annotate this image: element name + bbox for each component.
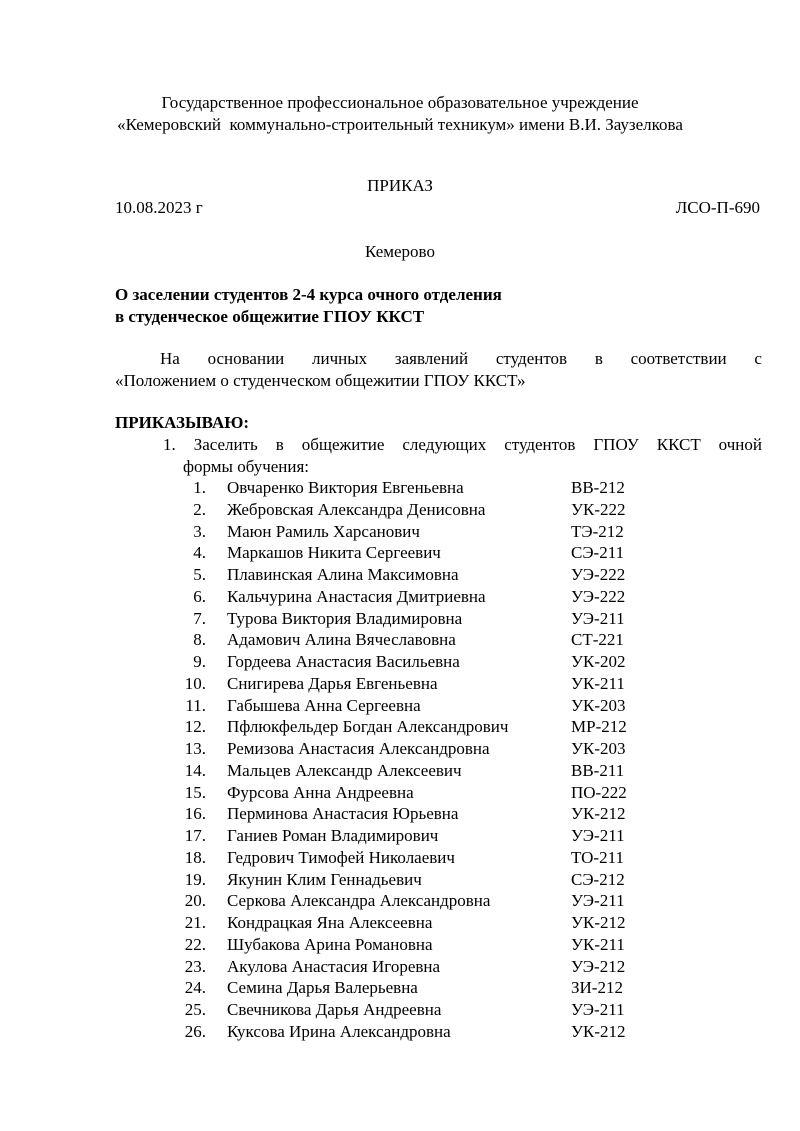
student-name: Перминова Анастасия Юрьевна (227, 804, 459, 824)
student-name: Свечникова Дарья Андреевна (227, 1000, 442, 1019)
basis-word: студентов (495, 349, 568, 368)
student-row (0, 586, 800, 608)
student-group: ПО-222 (571, 782, 627, 802)
student-group: УЭ-211 (571, 608, 625, 628)
basis-word: На (160, 349, 180, 368)
order-directive: ПРИКАЗЫВАЮ: (115, 413, 250, 432)
order-number: ЛСО-П-690 (675, 198, 760, 217)
student-group: ЗИ-212 (571, 978, 623, 998)
student-number: 16. (184, 804, 206, 824)
student-number: 22. (184, 934, 206, 954)
student-group: УК-212 (571, 913, 626, 932)
student-name: Кондрацкая Яна Алексеевна (227, 913, 433, 932)
student-row (0, 651, 800, 673)
student-name: Пфлюкфельдер Богдан Александрович (227, 717, 509, 737)
student-number: 24. (184, 978, 206, 998)
student-number: 23. (184, 956, 206, 976)
order-date: 10.08.2023 г (115, 198, 203, 217)
student-row (0, 890, 800, 912)
student-name: Серкова Александра Александровна (227, 891, 491, 911)
student-number: 10. (184, 673, 206, 693)
student-row (0, 934, 800, 956)
order-subject (115, 284, 502, 328)
item-word: следующих (402, 435, 487, 454)
student-number: 7. (193, 608, 206, 628)
student-row (0, 716, 800, 738)
student-number: 9. (193, 652, 206, 671)
basis-line-1 (115, 348, 762, 370)
student-group: УЭ-222 (571, 586, 626, 606)
item-word: Заселить (193, 435, 258, 454)
item-word: ГПОУ (593, 435, 639, 454)
student-number: 15. (184, 782, 206, 802)
student-group: УК-203 (571, 739, 626, 758)
student-number: 21. (184, 913, 206, 932)
student-row (0, 1021, 800, 1043)
organization-line-1: Государственное профессиональное образовательное учреждение (161, 93, 639, 112)
student-row (0, 521, 800, 543)
student-group: ВВ-211 (571, 760, 625, 780)
student-group: УК-211 (571, 673, 625, 693)
basis-paragraph (115, 348, 762, 392)
organization-line-2: «Кемеровский коммунально-строительный техникум» имени В.И. Заузелкова (117, 115, 683, 134)
order-item-1 (163, 434, 762, 478)
student-number: 13. (184, 739, 206, 758)
student-row (0, 477, 800, 499)
student-group: УК-202 (571, 652, 626, 671)
student-row (0, 499, 800, 521)
student-number: 18. (184, 847, 206, 867)
student-name: Овчаренко Виктория Евгеньевна (227, 478, 464, 497)
student-row (0, 629, 800, 651)
basis-word: соответствии (630, 349, 727, 368)
subject-line-1: О заселении студентов 2-4 курса очного отделения (115, 285, 502, 304)
student-group: УЭ-212 (571, 956, 626, 976)
student-group: ТО-211 (571, 847, 624, 867)
student-row (0, 999, 800, 1021)
student-row (0, 869, 800, 891)
student-group: ВВ-212 (571, 478, 625, 497)
item-word: 1. (163, 435, 176, 454)
student-row (0, 542, 800, 564)
student-name: Габышева Анна Сергеевна (227, 695, 421, 715)
student-number: 25. (184, 1000, 206, 1019)
student-group: УЭ-211 (571, 1000, 625, 1019)
student-name: Маркашов Никита Сергеевич (227, 543, 441, 563)
student-row (0, 695, 800, 717)
basis-word: основании (207, 349, 285, 368)
item-word: общежитие (301, 435, 385, 454)
item-line-2: формы обучения: (183, 457, 310, 476)
student-number: 2. (193, 499, 206, 519)
student-row (0, 782, 800, 804)
student-number: 8. (193, 630, 206, 650)
student-name: Фурсова Анна Андреевна (227, 782, 414, 802)
student-row (0, 956, 800, 978)
item-word: ККСТ (656, 435, 701, 454)
student-name: Акулова Анастасия Игоревна (227, 956, 441, 976)
student-row (0, 847, 800, 869)
order-title: ПРИКАЗ (367, 176, 433, 195)
student-number: 5. (193, 565, 206, 584)
student-row (0, 803, 800, 825)
student-row (0, 608, 800, 630)
student-group: УК-212 (571, 1021, 626, 1041)
student-group: УК-211 (571, 934, 625, 954)
item-word: очной (718, 435, 762, 454)
student-number: 11. (185, 695, 206, 715)
student-name: Куксова Ирина Александровна (227, 1021, 451, 1041)
student-row (0, 912, 800, 934)
student-group: УЭ-211 (571, 891, 625, 911)
item-word: в (275, 435, 284, 454)
basis-word: заявлений (394, 349, 469, 368)
basis-line-2: «Положением о студенческом общежитии ГПОУ ККСТ» (115, 371, 526, 390)
student-row (0, 673, 800, 695)
student-group: УЭ-211 (571, 826, 625, 845)
student-name: Гордеева Анастасия Васильевна (227, 652, 460, 671)
student-row (0, 738, 800, 760)
student-group: СЭ-211 (571, 543, 625, 563)
student-number: 19. (184, 869, 206, 889)
student-row (0, 564, 800, 586)
student-number: 12. (184, 717, 206, 737)
item-word: студентов (504, 435, 576, 454)
student-group: УК-222 (571, 499, 626, 519)
student-name: Снигирева Дарья Евгеньевна (227, 673, 438, 693)
student-name: Адамович Алина Вячеславовна (227, 630, 456, 650)
student-number: 14. (184, 760, 206, 780)
student-name: Шубакова Арина Романовна (227, 934, 433, 954)
student-group: УК-203 (571, 695, 626, 715)
student-group: МР-212 (571, 717, 627, 737)
student-name: Турова Виктория Владимировна (227, 608, 463, 628)
student-name: Якунин Клим Геннадьевич (227, 869, 422, 889)
basis-word: с (754, 349, 762, 368)
student-number: 17. (184, 826, 206, 845)
student-name: Семина Дарья Валерьевна (227, 978, 418, 998)
student-name: Кальчурина Анастасия Дмитриевна (227, 586, 486, 606)
student-group: УЭ-222 (571, 565, 626, 584)
student-group: УК-212 (571, 804, 626, 824)
student-name: Плавинская Алина Максимовна (227, 565, 459, 584)
student-number: 20. (184, 891, 206, 911)
student-row (0, 760, 800, 782)
student-group: СЭ-212 (571, 869, 625, 889)
student-name: Ремизова Анастасия Александровна (227, 739, 490, 758)
student-name: Маюн Рамиль Харсанович (227, 521, 420, 541)
basis-word: в (594, 349, 603, 368)
student-name: Ганиев Роман Владимирович (227, 826, 439, 845)
student-group: ТЭ-212 (571, 521, 624, 541)
subject-line-2: в студенческое общежитие ГПОУ ККСТ (115, 307, 425, 326)
student-number: 26. (184, 1021, 206, 1041)
student-name: Мальцев Александр Алексеевич (227, 760, 462, 780)
student-number: 4. (193, 543, 206, 563)
basis-word: личных (312, 349, 368, 368)
student-number: 6. (193, 586, 206, 606)
student-number: 3. (193, 521, 206, 541)
order-city: Кемерово (365, 242, 435, 261)
student-name: Гедрович Тимофей Николаевич (227, 847, 455, 867)
student-number: 1. (193, 478, 206, 497)
student-name: Жебровская Александра Денисовна (227, 499, 486, 519)
student-group: СТ-221 (571, 630, 624, 650)
student-list (0, 477, 800, 1043)
item-line-1 (163, 434, 762, 456)
student-row (0, 825, 800, 847)
student-row (0, 977, 800, 999)
